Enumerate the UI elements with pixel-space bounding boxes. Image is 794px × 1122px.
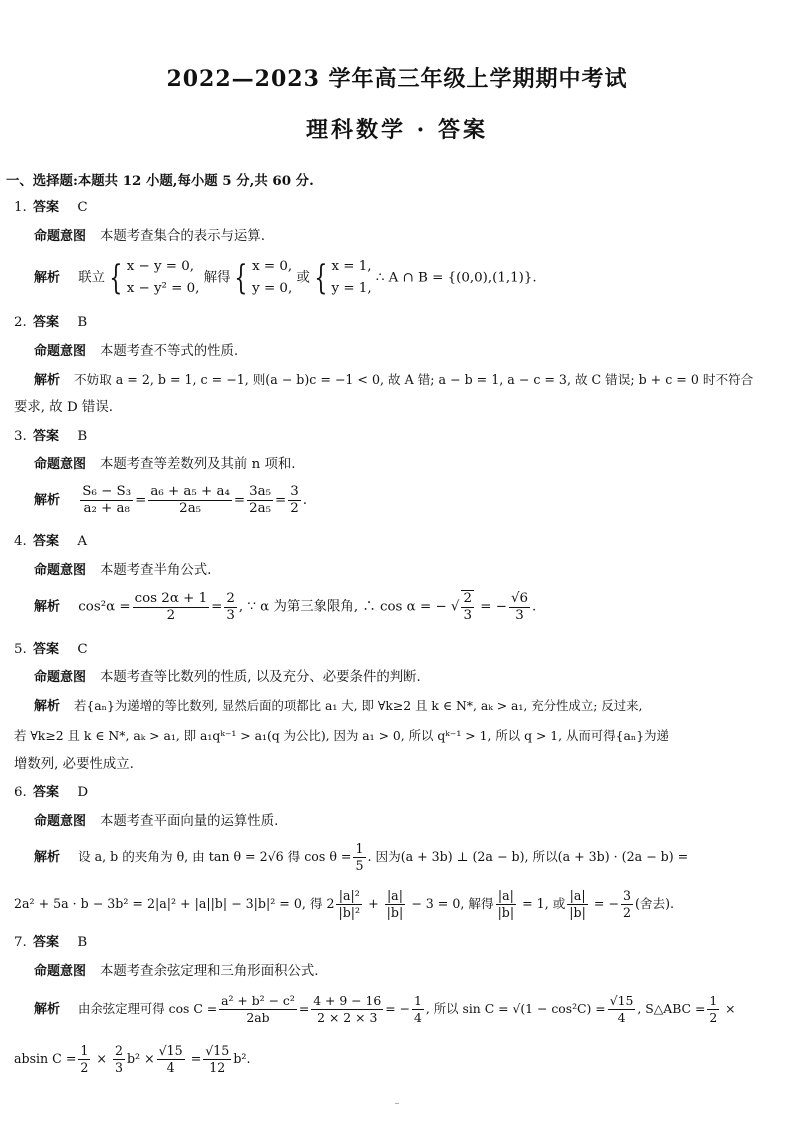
- numerator: S₆ − S₃: [82, 484, 132, 499]
- denominator: 2: [709, 1010, 718, 1025]
- q7-intent: 本题考查余弦定理和三角形面积公式.: [100, 964, 319, 979]
- q6-answer-line: [14, 783, 88, 803]
- analysis-label: 解析: [34, 850, 61, 865]
- q4-middle: , ∵ α 为第三象限角, ∴ cos α = − √: [238, 599, 460, 615]
- q7-answer: B: [77, 935, 88, 950]
- q6-line2-prefix: 2a² + 5a · b − 3b² = 2|a|² + |a||b| − 3|b|² = 0, 得 2: [14, 896, 335, 911]
- q7-line2-end: b².: [233, 1051, 251, 1066]
- q6-answer: D: [77, 785, 89, 800]
- q1-intent-line: [34, 227, 265, 247]
- q5-analysis-text1: 若{aₙ}为递增的等比数列, 显然后面的项都比 a₁ 大, 即 ∀k≥2 且 k ∈ N*, aₖ > a₁, 充分性成立; 反过来,: [74, 698, 643, 713]
- q4-fraction-2: [224, 591, 237, 624]
- q1-number: 1.: [14, 200, 27, 215]
- q1-analysis-tail: ∴ A ∩ B = {(0,0),(1,1)}.: [375, 270, 537, 286]
- denominator: |b|: [386, 905, 404, 920]
- denominator: 4: [617, 1010, 626, 1025]
- q1-analysis-prefix: 联立: [78, 270, 106, 286]
- denominator: 3: [515, 607, 524, 623]
- q3-number: 3.: [14, 429, 27, 444]
- q7-fraction-3: [412, 993, 424, 1026]
- answer-label: 答案: [33, 200, 60, 215]
- numerator: |a|²: [336, 888, 362, 905]
- q5-intent: 本题考查等比数列的性质, 以及充分、必要条件的判断.: [100, 670, 421, 685]
- numerator: 3: [622, 888, 631, 903]
- answer-label: 答案: [33, 785, 60, 800]
- equals-sign: =: [233, 493, 246, 508]
- times-sign: ×: [92, 1051, 111, 1066]
- q6-fraction-2: [385, 888, 406, 921]
- numerator: a₆ + a₅ + a₄: [150, 484, 230, 499]
- analysis-label: 解析: [34, 699, 61, 714]
- denominator: |b|: [569, 905, 586, 920]
- q7-line2-prefix: absin C =: [14, 1051, 77, 1066]
- q5-analysis-line3: 增数列, 必要性成立.: [14, 757, 134, 772]
- numerator: 1: [80, 1043, 89, 1058]
- q5-answer: C: [77, 642, 88, 657]
- q1-system-2: [252, 256, 292, 300]
- q2-answer-line: [14, 313, 87, 333]
- q4-fraction-4: [509, 591, 530, 624]
- q6-line1-prefix: 设 a, b 的夹角为 θ, 由 tan θ = 2√6 得 cos θ =: [78, 849, 352, 864]
- q3-answer-line: [14, 427, 87, 447]
- q5-number: 5.: [14, 642, 27, 657]
- q1-answer: C: [77, 200, 88, 215]
- equals-sign: =: [135, 493, 147, 508]
- denominator: 4: [166, 1060, 175, 1075]
- q3-fraction-1: [80, 484, 133, 517]
- numerator: 1: [413, 993, 422, 1008]
- q7-line1-mid2: , 所以 sin C = √(1 − cos²C) =: [425, 1001, 606, 1016]
- q6-line2-end: (舍去).: [635, 896, 675, 911]
- analysis-label: 解析: [34, 270, 61, 286]
- q4-prefix: cos²α =: [78, 599, 131, 615]
- left-brace: {: [234, 258, 248, 298]
- q1-system-1-bottom: x − y² = 0,: [126, 281, 200, 296]
- answer-label: 答案: [33, 315, 60, 330]
- denominator: 5: [355, 858, 364, 873]
- q1-system-3-top: x = 1,: [331, 259, 372, 274]
- intent-label: 命题意图: [34, 964, 87, 979]
- q3-fraction-4: [288, 484, 301, 517]
- numerator: 2: [226, 590, 235, 606]
- analysis-label: 解析: [34, 1002, 61, 1017]
- q7-analysis-line1: [34, 993, 736, 1026]
- q5-answer-line: [14, 640, 88, 660]
- q2-answer: B: [77, 315, 88, 330]
- q7-intent-line: [34, 962, 319, 982]
- denominator: 2a₅: [179, 501, 202, 516]
- q4-answer: A: [77, 534, 87, 549]
- q1-intent: 本题考查集合的表示与运算.: [100, 229, 265, 244]
- q3-intent: 本题考查等差数列及其前 n 项和.: [100, 457, 296, 472]
- q7-fraction-6: [78, 1043, 90, 1076]
- numerator: 1: [709, 993, 718, 1008]
- equals-sign: =: [298, 1001, 310, 1016]
- denominator: 3: [114, 1060, 123, 1075]
- denominator: 3: [463, 608, 472, 623]
- q1-system-3-bottom: y = 1,: [331, 281, 372, 296]
- q7-line1-prefix: 由余弦定理可得 cos C =: [77, 1001, 218, 1016]
- section-heading: 一、选择题:本题共 12 小题,每小题 5 分,共 60 分.: [6, 173, 314, 189]
- q2-intent: 本题考查不等式的性质.: [100, 344, 239, 359]
- denominator: 12: [209, 1060, 226, 1075]
- plus-sign: +: [364, 896, 383, 911]
- q7-line1-mid3: , S△ABC =: [637, 1001, 706, 1016]
- numerator: √15: [609, 993, 634, 1008]
- q7-fraction-5: [707, 993, 719, 1026]
- q6-intent: 本题考查平面向量的运算性质.: [100, 814, 279, 829]
- numerator: √6: [510, 590, 529, 606]
- analysis-label: 解析: [34, 493, 61, 508]
- q2-number: 2.: [14, 315, 27, 330]
- page-subtitle: 理科数学 · 答案: [306, 117, 488, 143]
- q7-answer-line: [14, 933, 87, 953]
- intent-label: 命题意图: [34, 344, 87, 359]
- q6-analysis-line2: [14, 888, 674, 921]
- numerator: 3a₅: [249, 484, 271, 499]
- q1-system-3: [332, 256, 372, 300]
- period: .: [302, 493, 308, 508]
- q2-analysis-line1: [34, 370, 753, 391]
- numerator: 1: [355, 841, 364, 856]
- intent-label: 命题意图: [34, 229, 87, 244]
- q3-fraction-2: [148, 484, 232, 517]
- numerator: √15: [205, 1043, 230, 1058]
- q7-fraction-7: [113, 1043, 125, 1076]
- q6-line2-mid2: = 1, 或: [518, 896, 566, 911]
- q4-middle-2: = −: [476, 599, 507, 615]
- denominator: a₂ + a₈: [83, 501, 130, 516]
- q6-intent-line: [34, 812, 278, 832]
- q7-line1-mid: = −: [385, 1001, 410, 1016]
- numerator: cos 2α + 1: [134, 590, 208, 606]
- numerator: 4 + 9 − 16: [313, 993, 382, 1008]
- q4-intent: 本题考查半角公式.: [100, 563, 212, 578]
- q1-system-1-top: x − y = 0,: [126, 259, 195, 274]
- left-brace: {: [314, 258, 328, 298]
- intent-label: 命题意图: [34, 457, 87, 472]
- q4-fraction-1: [133, 591, 210, 624]
- q6-line1-suffix: . 因为(a + 3b) ⊥ (2a − b), 所以(a + 3b) · (2a − b) =: [367, 849, 689, 864]
- q7-number: 7.: [14, 935, 27, 950]
- q1-system-2-top: x = 0,: [252, 259, 293, 274]
- numerator: 2: [463, 591, 472, 606]
- q1-system-2-bottom: y = 0,: [252, 281, 293, 296]
- numerator: 2: [114, 1043, 123, 1058]
- q1-system-1: [127, 256, 200, 300]
- period: .: [532, 599, 537, 615]
- q7-fraction-4: [608, 993, 636, 1026]
- q1-analysis-or: 或: [296, 270, 310, 286]
- denominator: 4: [413, 1010, 422, 1025]
- q6-number: 6.: [14, 785, 27, 800]
- q1-analysis: [34, 256, 537, 300]
- denominator: 2: [622, 905, 631, 920]
- q2-analysis-text1: 不妨取 a = 2, b = 1, c = −1, 则(a − b)c = −1 < 0, 故 A 错; a − b = 1, a − c = 3, 故 C 错误; b + c = 0 时不符合: [74, 372, 754, 387]
- q4-intent-line: [34, 561, 211, 581]
- q4-fraction-3: [461, 590, 474, 624]
- q5-intent-line: [34, 668, 421, 688]
- q2-intent-line: [34, 342, 238, 362]
- q3-intent-line: [34, 455, 296, 475]
- q6-fraction-1: [336, 888, 362, 921]
- page-footer-mark: –: [394, 1098, 400, 1109]
- q4-analysis: [34, 590, 536, 624]
- answer-label: 答案: [33, 534, 60, 549]
- q4-number: 4.: [14, 534, 27, 549]
- q7-fraction-1: [219, 993, 297, 1026]
- q6-line2-mid: − 3 = 0, 解得: [407, 896, 494, 911]
- q7-fraction-9: [203, 1043, 231, 1076]
- q6-fraction-5: [621, 888, 633, 921]
- numerator: 3: [290, 484, 299, 499]
- numerator: √15: [158, 1043, 183, 1058]
- q5-analysis-line1: [34, 696, 642, 717]
- left-brace: {: [109, 258, 123, 298]
- analysis-label: 解析: [34, 599, 61, 615]
- denominator: 2: [80, 1060, 89, 1075]
- q1-answer-line: [14, 198, 88, 218]
- q3-analysis: [34, 484, 307, 517]
- q3-answer: B: [77, 429, 88, 444]
- equals-sign: =: [211, 599, 223, 615]
- denominator: 2a₅: [249, 501, 271, 516]
- intent-label: 命题意图: [34, 670, 87, 685]
- denominator: 2: [166, 607, 176, 623]
- denominator: |b|: [497, 905, 515, 920]
- q7-fraction-8: [157, 1043, 185, 1076]
- q6-fraction-3: [496, 888, 517, 921]
- equals-sign: =: [274, 493, 287, 508]
- denominator: |b|²: [338, 905, 361, 920]
- q7-line1-end: ×: [721, 1001, 736, 1016]
- answer-label: 答案: [33, 935, 60, 950]
- q6-line2-mid3: = −: [589, 896, 619, 911]
- q2-analysis-line2: 要求, 故 D 错误.: [14, 400, 113, 415]
- q5-analysis-line2: 若 ∀k≥2 且 k ∈ N*, aₖ > a₁, 即 a₁qᵏ⁻¹ > a₁(q 为公比), 因为 a₁ > 0, 所以 qᵏ⁻¹ > 1, 所以 q > 1, 从而可得{aₙ}为递: [14, 728, 669, 743]
- numerator: a² + b² − c²: [221, 993, 295, 1008]
- intent-label: 命题意图: [34, 814, 87, 829]
- analysis-label: 解析: [34, 373, 61, 388]
- q7-analysis-line2: [14, 1043, 250, 1076]
- intent-label: 命题意图: [34, 563, 87, 578]
- q6-analysis-line1: [34, 841, 688, 874]
- answer-label: 答案: [33, 642, 60, 657]
- numerator: |a|: [385, 888, 406, 905]
- q6-fraction-cos: [353, 841, 365, 874]
- denominator: 2: [290, 501, 299, 516]
- answer-label: 答案: [33, 429, 60, 444]
- q1-analysis-mid: 解得: [203, 270, 231, 286]
- q7-fraction-2: [311, 993, 383, 1026]
- denominator: 3: [226, 607, 235, 623]
- numerator: |a|: [567, 888, 588, 905]
- q6-fraction-4: [567, 888, 588, 921]
- page-title: 2022—2023 学年高三年级上学期期中考试: [166, 66, 628, 92]
- numerator: |a|: [496, 888, 517, 905]
- q7-line2-mid: b² ×: [126, 1051, 155, 1066]
- q4-answer-line: [14, 532, 87, 552]
- denominator: 2ab: [246, 1010, 270, 1025]
- q3-fraction-3: [247, 484, 273, 517]
- denominator: 2 × 2 × 3: [317, 1010, 378, 1025]
- q7-line2-mid2: =: [186, 1051, 202, 1066]
